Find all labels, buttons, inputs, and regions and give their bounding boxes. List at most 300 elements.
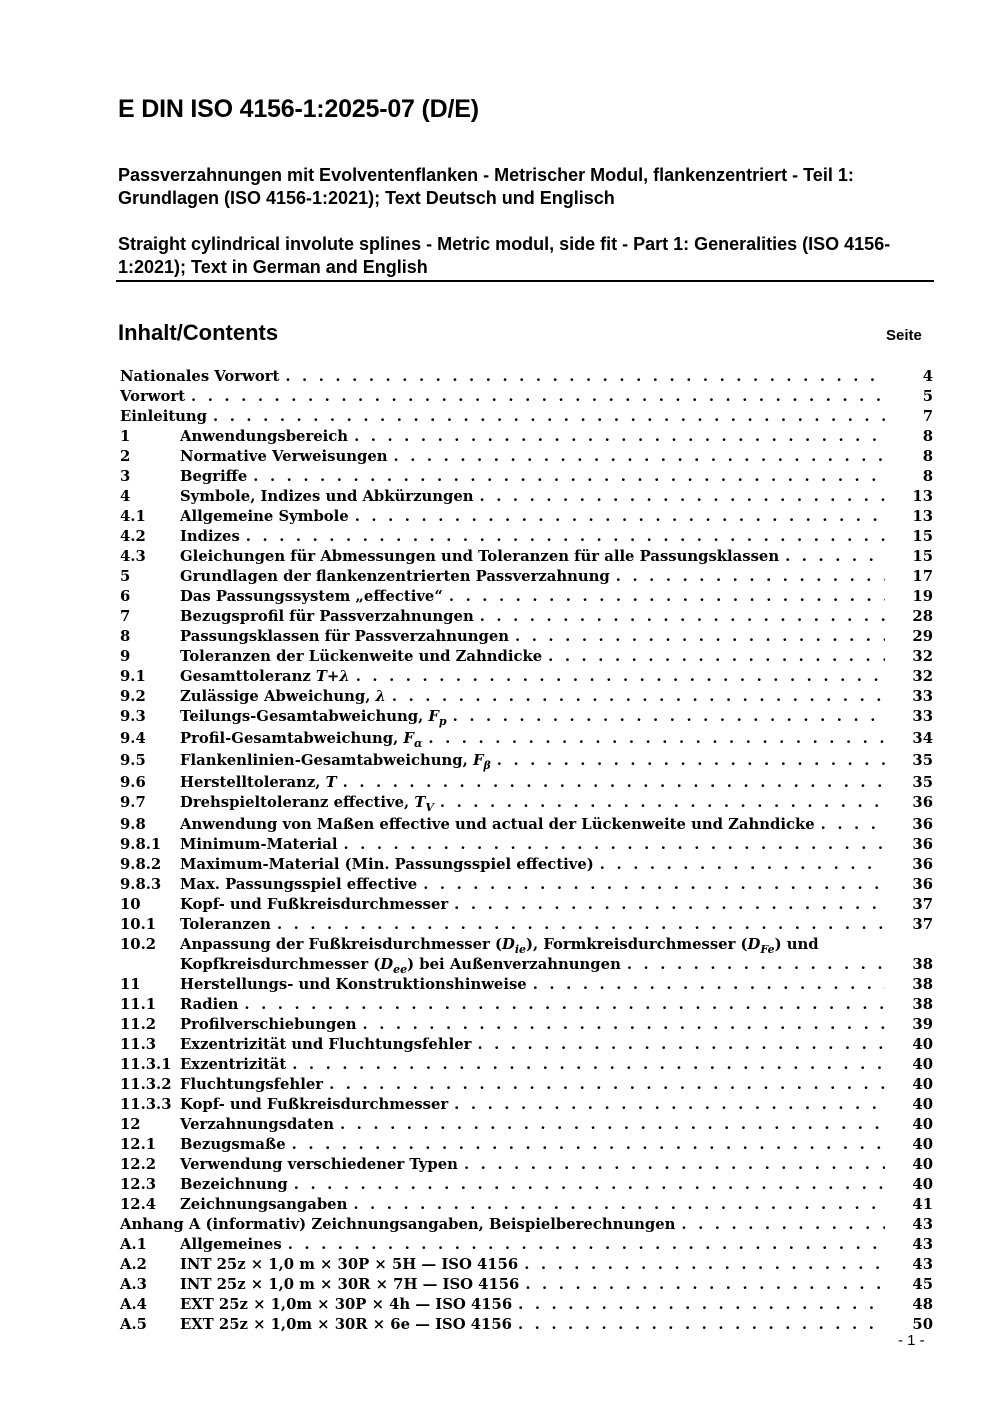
- toc-entry-label: [180, 1075, 323, 1095]
- toc-entry-row: [180, 607, 885, 627]
- toc-entry-page: 41: [912, 1196, 933, 1213]
- toc-entry-number: 12: [120, 1116, 141, 1133]
- toc-entry-row: [180, 627, 885, 647]
- toc-entry-page: 8: [922, 468, 933, 485]
- toc-entry-row: [180, 1195, 885, 1215]
- toc-entry-number: 12.3: [120, 1176, 157, 1193]
- toc-entry-symbol: D: [747, 936, 761, 953]
- toc-entry-label: [120, 407, 207, 427]
- toc-entry-row: [180, 729, 885, 749]
- toc-entry[interactable]: [120, 587, 933, 607]
- toc-entry-symbol: F: [403, 730, 414, 747]
- toc-entry-label: [180, 1055, 286, 1075]
- toc-entry-page: 36: [912, 876, 933, 893]
- toc-entry-page: 37: [912, 896, 933, 913]
- toc-entry-title: Max. Passungsspiel effective: [180, 876, 418, 893]
- toc-leader-dots: [271, 915, 885, 935]
- toc-entry-page: 39: [912, 1016, 933, 1033]
- toc-leader-dots: [815, 815, 885, 835]
- toc-leader-dots: [279, 367, 885, 387]
- toc-leader-dots: [675, 1215, 885, 1235]
- page-number: - 1 -: [898, 1332, 925, 1349]
- toc-entry-row: [180, 1275, 885, 1295]
- toc-entry-page: 5: [922, 388, 933, 405]
- toc-entry-page: 32: [912, 668, 933, 685]
- toc-entry-row: [180, 587, 885, 607]
- toc-entry[interactable]: [120, 407, 933, 427]
- toc-entry-page: 34: [912, 730, 933, 747]
- toc-entry-row: [180, 447, 885, 467]
- toc-entry-number: 9.3: [120, 708, 146, 725]
- toc-entry[interactable]: [120, 1315, 933, 1335]
- toc-entry-number: A.2: [120, 1256, 147, 1273]
- toc-leader-dots: [357, 1015, 886, 1035]
- toc-entry-label: [180, 647, 542, 667]
- toc-entry-label: [180, 915, 271, 935]
- toc-entry-title: Anhang A (informativ) Zeichnungsangaben, Beispielberechnungen: [120, 1216, 676, 1233]
- toc-entry-row: [180, 815, 885, 835]
- toc-entry-title: Bezugsmaße: [180, 1136, 286, 1153]
- toc-entry-number: 12.2: [120, 1156, 157, 1173]
- toc-entry-title: Symbole, Indizes und Abkürzungen: [180, 488, 474, 505]
- toc-entry-title: Herstellungs- und Konstruktionshinweise: [180, 976, 527, 993]
- toc-entry-subscript: β: [483, 759, 491, 772]
- toc-entry-label: [120, 387, 185, 407]
- toc-entry-label: [180, 1035, 471, 1055]
- toc-entry-row: [180, 995, 885, 1015]
- toc-entry[interactable]: [120, 367, 933, 387]
- toc-entry-symbol: T: [414, 794, 426, 811]
- toc-entry-row: [180, 667, 885, 687]
- toc-entry[interactable]: [120, 647, 933, 667]
- toc-leader-dots: [386, 687, 885, 707]
- toc-entry-page: 43: [912, 1256, 933, 1273]
- toc-entry-number: 10.1: [120, 916, 157, 933]
- toc-entry-page: 40: [912, 1156, 933, 1173]
- toc-entry-title: Radien: [180, 996, 239, 1013]
- toc-entry[interactable]: [120, 793, 933, 815]
- toc-entry-symbol: T+λ: [315, 668, 350, 685]
- toc-entry-page: 29: [912, 628, 933, 645]
- toc-entry-number: 11.2: [120, 1016, 157, 1033]
- toc-entry-title: Fluchtungsfehler: [180, 1076, 324, 1093]
- toc-leader-dots: [247, 467, 885, 487]
- toc-entry-title: Kopf- und Fußkreisdurchmesser: [180, 896, 449, 913]
- toc-entry-title: Gleichungen für Abmessungen und Toleranzen für alle Passungsklassen: [180, 548, 780, 565]
- toc-leader-dots: [542, 647, 885, 667]
- toc-entry-number: 9.5: [120, 752, 146, 769]
- toc-entry-label: [180, 855, 594, 875]
- toc-entry-label: [180, 627, 509, 647]
- toc-entry[interactable]: [120, 507, 933, 527]
- toc-entry-label: [180, 815, 815, 835]
- toc-entry-page: 50: [912, 1316, 933, 1333]
- toc-entry-number: 11: [120, 976, 141, 993]
- toc-leader-dots: [471, 1035, 885, 1055]
- toc-entry-row: [180, 1115, 885, 1135]
- toc-entry-subscript: p: [438, 715, 447, 728]
- toc-entry[interactable]: [120, 855, 933, 875]
- toc-entry-number: 9.2: [120, 688, 146, 705]
- toc-leader-dots: [422, 729, 885, 749]
- toc-entry[interactable]: [120, 815, 933, 835]
- toc-entry-row: [180, 895, 885, 915]
- toc-entry-row: [180, 915, 885, 935]
- toc-entry-title: Passungsklassen für Passverzahnungen: [180, 628, 510, 645]
- toc-entry[interactable]: [120, 1255, 933, 1275]
- page-column-label: Seite: [886, 327, 922, 344]
- toc-entry[interactable]: [120, 1135, 933, 1155]
- toc-leader-dots: [282, 1235, 885, 1255]
- toc-entry-page: 36: [912, 816, 933, 833]
- toc-entry-label: [180, 1135, 286, 1155]
- toc-entry-page: 13: [912, 508, 933, 525]
- toc-leader-dots: [610, 567, 885, 587]
- toc-entry-symbol: D: [380, 956, 394, 973]
- toc-entry[interactable]: [120, 1155, 933, 1175]
- toc-entry-label: [180, 1275, 519, 1295]
- toc-entry[interactable]: [120, 875, 933, 895]
- toc-entry-row: [180, 487, 885, 507]
- toc-leader-dots: [347, 1195, 885, 1215]
- toc-entry-title: Normative Verweisungen: [180, 448, 388, 465]
- toc-leader-dots: [491, 751, 885, 771]
- toc-entry-label: [180, 427, 348, 447]
- toc-leader-dots: [458, 1155, 885, 1175]
- title-german: Passverzahnungen mit Evolventenflanken - Metrischer Modul, flankenzentriert - Teil 1: Grundlagen (ISO 4156-1:2021); Text Deutsch und Englisch: [118, 165, 854, 208]
- toc-entry[interactable]: [120, 547, 933, 567]
- toc-entry-title: Minimum-Material: [180, 836, 338, 853]
- toc-entry[interactable]: [120, 687, 933, 707]
- toc-entry-page: 40: [912, 1056, 933, 1073]
- toc-entry-title: INT 25z × 1,0 m × 30R × 7H — ISO 4156: [180, 1276, 520, 1293]
- toc-entry[interactable]: [120, 895, 933, 915]
- toc-entry-label: [180, 1015, 357, 1035]
- toc-entry-page: 35: [912, 774, 933, 791]
- toc-entry-row: [180, 835, 885, 855]
- toc-leader-dots: [350, 667, 885, 687]
- toc-entry-label: [180, 487, 474, 507]
- toc-entry-symbol: F: [472, 752, 484, 769]
- toc-entry[interactable]: [120, 773, 933, 793]
- toc-entry-number: 4.1: [120, 508, 146, 525]
- toc-entry-page: 40: [912, 1036, 933, 1053]
- toc-entry[interactable]: [120, 447, 933, 467]
- toc-entry-subscript: α: [413, 737, 423, 750]
- toc-entry[interactable]: [120, 995, 933, 1015]
- toc-entry-title: Anwendung von Maßen effective und actual der Lückenweite und Zahndicke: [180, 816, 815, 833]
- toc-entry-label: [180, 607, 474, 627]
- toc-leader-dots: [447, 707, 885, 727]
- toc-entry-row: [180, 1055, 885, 1075]
- toc-entry-number: 8: [120, 628, 131, 645]
- toc-leader-dots: [594, 855, 885, 875]
- toc-entry-label: [180, 1155, 458, 1175]
- toc-entry-label: [180, 567, 610, 587]
- toc-leader-dots: [519, 1275, 885, 1295]
- toc-entry-title: Gesamttoleranz: [180, 668, 316, 685]
- toc-entry-title-part: ) und: [774, 936, 819, 953]
- toc-leader-dots: [207, 407, 885, 427]
- toc-entry-row: [180, 1135, 885, 1155]
- toc-leader-dots: [334, 1115, 885, 1135]
- toc-leader-dots: [323, 1075, 885, 1095]
- toc-entry-row: [180, 1235, 885, 1255]
- toc-entry-page: 37: [912, 916, 933, 933]
- toc-entry-page: 40: [912, 1076, 933, 1093]
- toc-entry-label: [180, 895, 448, 915]
- toc-entry-page: 15: [912, 528, 933, 545]
- toc-entry-label: [180, 667, 350, 687]
- toc-entry-page: 35: [912, 752, 933, 769]
- toc-leader-dots: [349, 507, 885, 527]
- toc-entry-title: Einleitung: [120, 408, 208, 425]
- toc-entry-number: 10.2: [120, 936, 157, 953]
- toc-entry[interactable]: [120, 975, 933, 995]
- toc-entry-row: [180, 875, 885, 895]
- toc-leader-dots: [238, 995, 885, 1015]
- toc-entry-row: [180, 567, 885, 587]
- toc-entry[interactable]: [120, 1275, 933, 1295]
- toc-entry-title: Kopf- und Fußkreisdurchmesser: [180, 1096, 449, 1113]
- toc-entry[interactable]: [120, 427, 933, 447]
- toc-entry-label: [180, 835, 337, 855]
- toc-entry-row: [180, 1075, 885, 1095]
- toc-entry-title-part: Kopfkreisdurchmesser (: [180, 956, 381, 973]
- toc-entry-title: Maximum-Material (Min. Passungsspiel effective): [180, 856, 594, 873]
- toc-entry-label: [180, 1115, 334, 1135]
- toc-leader-dots: [443, 587, 885, 607]
- toc-entry[interactable]: [120, 1075, 933, 1095]
- toc-entry-page: 33: [912, 708, 933, 725]
- toc-entry-title: Profil-Gesamtabweichung,: [180, 730, 404, 747]
- toc-entry-page: 40: [912, 1096, 933, 1113]
- toc-entry-page: 43: [912, 1236, 933, 1253]
- toc-entry-page: 45: [912, 1276, 933, 1293]
- toc-entry[interactable]: [120, 915, 933, 935]
- toc-leader-dots: [434, 793, 885, 813]
- toc-entry-label: [180, 1255, 518, 1275]
- toc-entry-row: [180, 1255, 885, 1275]
- title-english: Straight cylindrical involute splines - Metric modul, side fit - Part 1: Generalities (ISO 4156-1:2021); Text in German and English: [118, 234, 891, 277]
- toc-entry-label: [180, 995, 238, 1015]
- toc-entry-title: Verzahnungsdaten: [180, 1116, 334, 1133]
- toc-entry-page: 7: [922, 408, 933, 425]
- toc-entry-title: Herstelltoleranz,: [180, 774, 326, 791]
- toc-entry-title: Begriffe: [180, 468, 248, 485]
- toc-entry-title: Bezugsprofil für Passverzahnungen: [180, 608, 474, 625]
- toc-entry[interactable]: [120, 487, 933, 507]
- toc-entry-title: Toleranzen der Lückenweite und Zahndicke: [180, 648, 543, 665]
- toc-entry-number: 6: [120, 588, 131, 605]
- toc-entry-title: EXT 25z × 1,0m × 30P × 4h — ISO 4156: [180, 1296, 513, 1313]
- toc-entry-row: [180, 547, 885, 567]
- contents-heading: Inhalt/Contents: [118, 320, 279, 345]
- toc-leader-dots: [240, 527, 885, 547]
- toc-entry-page: 36: [912, 794, 933, 811]
- toc-entry-row: [120, 367, 885, 387]
- toc-entry-page: 38: [912, 956, 933, 973]
- toc-entry-label: [180, 507, 349, 527]
- toc-entry-symbol: D: [501, 936, 515, 953]
- toc-entry-label: [180, 1315, 512, 1335]
- toc-entry-label: [180, 1195, 347, 1215]
- toc-entry-number: 12.4: [120, 1196, 157, 1213]
- toc-entry-subscript: V: [425, 801, 434, 814]
- toc-entry[interactable]: [120, 567, 933, 587]
- toc-entry-number: 11.3.3: [120, 1096, 172, 1113]
- toc-entry-number: 9.4: [120, 730, 146, 747]
- toc-entry-number: A.3: [120, 1276, 147, 1293]
- toc-entry-row: [180, 467, 885, 487]
- toc-entry-row: [180, 975, 885, 995]
- toc-entry-number: 9.8.2: [120, 856, 162, 873]
- toc-entry[interactable]: [120, 1235, 933, 1255]
- toc-entry-number: 9.7: [120, 794, 146, 811]
- toc-entry-title-part: ) bei Außenverzahnungen: [407, 956, 621, 973]
- toc-entry[interactable]: [120, 1175, 933, 1195]
- toc-entry-row: [180, 687, 885, 707]
- toc-entry[interactable]: [120, 1055, 933, 1075]
- toc-entry-label: [180, 527, 240, 547]
- toc-entry-label: [180, 587, 443, 607]
- toc-entry-title: Profilverschiebungen: [180, 1016, 357, 1033]
- toc-entry-label: [180, 1095, 448, 1115]
- toc-entry-title: EXT 25z × 1,0m × 30R × 6e — ISO 4156: [180, 1316, 512, 1333]
- document-id: E DIN ISO 4156-1:2025-07 (D/E): [118, 95, 479, 123]
- toc-entry-title: Anwendungsbereich: [180, 428, 349, 445]
- toc-entry-page: 15: [912, 548, 933, 565]
- toc-entry-row: [180, 1155, 885, 1175]
- toc-entry-title: Flankenlinien-Gesamtabweichung,: [180, 752, 473, 769]
- toc-entry-row: [180, 647, 885, 667]
- toc-leader-dots: [185, 387, 885, 407]
- toc-leader-dots: [388, 447, 885, 467]
- toc-entry-page: 36: [912, 836, 933, 853]
- toc-entry[interactable]: [120, 467, 933, 487]
- toc-entry-number: 9.8.3: [120, 876, 162, 893]
- toc-leader-dots: [512, 1315, 885, 1335]
- toc-entry-number: 5: [120, 568, 131, 585]
- toc-entry-row: [180, 1035, 885, 1055]
- toc-entry-label: [180, 773, 337, 793]
- toc-entry[interactable]: [120, 527, 933, 547]
- toc-leader-dots: [348, 427, 885, 447]
- toc-entry[interactable]: [120, 1095, 933, 1115]
- toc-entry-number: 4.2: [120, 528, 146, 545]
- toc-entry-number: 10: [120, 896, 141, 913]
- toc-entry-page: 38: [912, 996, 933, 1013]
- toc-entry-label: [180, 1175, 288, 1195]
- toc-entry-number: 4.3: [120, 548, 146, 565]
- toc-leader-dots: [286, 1135, 885, 1155]
- toc-entry-number: 9.6: [120, 774, 146, 791]
- toc-entry-page: 48: [912, 1296, 933, 1313]
- toc-entry-row: [180, 427, 885, 447]
- table-of-contents: [120, 367, 933, 1335]
- toc-leader-dots: [474, 487, 885, 507]
- toc-entry-number: 7: [120, 608, 131, 625]
- toc-leader-dots: [779, 547, 885, 567]
- toc-leader-dots: [527, 975, 885, 995]
- toc-entry-label: [180, 1235, 282, 1255]
- toc-entry-title: Anpassung der Fußkreisdurchmesser (: [180, 936, 502, 953]
- toc-entry-number: 11.1: [120, 996, 157, 1013]
- toc-entry-row: [180, 773, 885, 793]
- toc-entry[interactable]: [120, 1195, 933, 1215]
- toc-entry-row: [180, 855, 885, 875]
- toc-entry-label: [180, 467, 247, 487]
- toc-entry-symbol: T: [325, 774, 337, 791]
- toc-entry-row: [120, 387, 885, 407]
- toc-entry[interactable]: [120, 707, 933, 729]
- toc-entry-page: 19: [912, 588, 933, 605]
- toc-entry[interactable]: [120, 1215, 933, 1235]
- toc-entry-title: Bezeichnung: [180, 1176, 288, 1193]
- toc-entry-row: [120, 407, 885, 427]
- toc-entry-title: Grundlagen der flankenzentrierten Passverzahnung: [180, 568, 610, 585]
- toc-entry[interactable]: [120, 751, 933, 773]
- toc-entry[interactable]: [120, 607, 933, 627]
- toc-entry-symbol: λ: [375, 688, 386, 705]
- toc-entry[interactable]: [120, 387, 933, 407]
- toc-entry-page: 43: [912, 1216, 933, 1233]
- toc-entry-title: Verwendung verschiedener Typen: [180, 1156, 458, 1173]
- toc-entry-title: Nationales Vorwort: [120, 368, 280, 385]
- toc-entry-page: 8: [922, 428, 933, 445]
- toc-entry[interactable]: [120, 627, 933, 647]
- toc-entry[interactable]: [120, 1115, 933, 1135]
- toc-entry-title: Das Passungssystem „effective“: [180, 588, 443, 605]
- toc-entry-page: 32: [912, 648, 933, 665]
- toc-entry-label: [180, 1295, 512, 1315]
- toc-leader-dots: [337, 773, 885, 793]
- toc-leader-dots: [509, 627, 885, 647]
- toc-entry-row: [180, 1315, 885, 1335]
- toc-entry[interactable]: [120, 935, 933, 975]
- toc-entry-number: 12.1: [120, 1136, 157, 1153]
- toc-entry-subscript: ee: [393, 963, 408, 976]
- toc-entry-label: [120, 1215, 675, 1235]
- toc-entry-label: [180, 687, 386, 707]
- toc-entry-number: 11.3: [120, 1036, 157, 1053]
- toc-entry-title: Exzentrizität und Fluchtungsfehler: [180, 1036, 472, 1053]
- toc-entry-number: 2: [120, 448, 131, 465]
- toc-entry-number: 11.3.1: [120, 1056, 172, 1073]
- toc-entry[interactable]: [120, 667, 933, 687]
- toc-entry-row: [180, 527, 885, 547]
- toc-entry-page: 17: [912, 568, 933, 585]
- toc-entry[interactable]: [120, 1015, 933, 1035]
- toc-entry-number: 4: [120, 488, 131, 505]
- toc-entry[interactable]: [120, 1295, 933, 1315]
- toc-entry-title: Allgemeine Symbole: [180, 508, 349, 525]
- toc-entry-number: 9: [120, 648, 131, 665]
- toc-entry-title: INT 25z × 1,0 m × 30P × 5H — ISO 4156: [180, 1256, 519, 1273]
- toc-entry-number: 9.1: [120, 668, 146, 685]
- toc-entry-page: 40: [912, 1136, 933, 1153]
- toc-entry-page: 40: [912, 1176, 933, 1193]
- toc-entry[interactable]: [120, 729, 933, 751]
- toc-entry-row: [180, 1095, 885, 1115]
- toc-entry[interactable]: [120, 835, 933, 855]
- toc-entry-row: [180, 1295, 885, 1315]
- toc-entry-title: Zulässige Abweichung,: [180, 688, 376, 705]
- toc-leader-dots: [417, 875, 885, 895]
- toc-entry-page: 36: [912, 856, 933, 873]
- toc-entry[interactable]: [120, 1035, 933, 1055]
- toc-entry-row: [180, 1175, 885, 1195]
